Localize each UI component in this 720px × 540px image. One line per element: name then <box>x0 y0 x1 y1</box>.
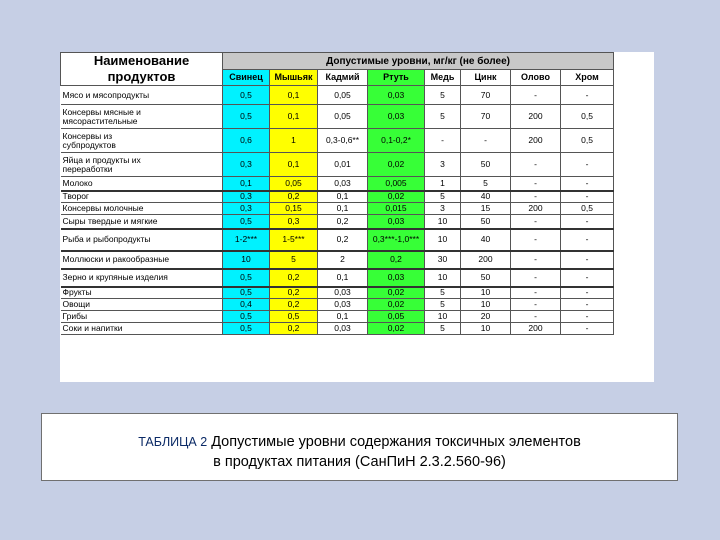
table-panel <box>60 52 654 382</box>
cell-copper: 3 <box>425 203 461 215</box>
table-row <box>61 311 614 323</box>
cell-arsenic: 0,2 <box>270 191 318 203</box>
cell-arsenic: 0,2 <box>270 269 318 287</box>
cell-mercury: 0,1-0,2* <box>368 129 425 153</box>
caption-line2: в продуктах питания (СанПиН 2.3.2.560-96) <box>213 454 506 470</box>
cell-zinc: 40 <box>461 191 511 203</box>
product-name <box>61 311 223 323</box>
cell-chromium: - <box>561 86 614 105</box>
cell-copper: 10 <box>425 311 461 323</box>
cell-copper: 5 <box>425 191 461 203</box>
cell-copper: 5 <box>425 105 461 129</box>
cell-arsenic: 5 <box>270 251 318 269</box>
caption-prefix: ТАБЛИЦА 2 <box>138 435 208 449</box>
product-name-line: Грибы <box>62 311 88 321</box>
cell-arsenic: 0,1 <box>270 153 318 177</box>
cell-cadmium: 0,2 <box>318 215 368 229</box>
table-row <box>61 323 614 335</box>
toxic-levels-table <box>60 52 614 335</box>
cell-chromium: 0,5 <box>561 203 614 215</box>
cell-lead: 10 <box>223 251 270 269</box>
cell-chromium: - <box>561 323 614 335</box>
cell-cadmium: 0,05 <box>318 86 368 105</box>
product-name-line: субпродуктов <box>62 139 116 150</box>
product-name-line: Творог <box>62 191 90 202</box>
product-name-line: Сыры твердые и мягкие <box>62 215 158 226</box>
product-name-line: Консервы мясные и <box>62 106 141 117</box>
cell-tin: - <box>511 299 561 311</box>
cell-copper: 5 <box>425 299 461 311</box>
header-group-row <box>61 53 614 70</box>
cell-mercury: 0,015 <box>368 203 425 215</box>
product-name-line: Соки и напитки <box>62 323 123 333</box>
table-row <box>61 129 614 153</box>
table-row <box>61 287 614 299</box>
table-row <box>61 177 614 191</box>
product-name-line: переработки <box>62 163 113 174</box>
table-row <box>61 191 614 203</box>
product-name <box>61 129 223 153</box>
cell-copper: 3 <box>425 153 461 177</box>
column-header-mercury: Ртуть <box>368 70 425 86</box>
cell-zinc: 20 <box>461 311 511 323</box>
product-name-line: Зерно и крупяные изделия <box>62 272 168 282</box>
cell-chromium: - <box>561 269 614 287</box>
cell-mercury: 0,05 <box>368 311 425 323</box>
cell-lead: 0,1 <box>223 177 270 191</box>
product-name <box>61 269 223 287</box>
column-header-lead: Свинец <box>223 70 270 86</box>
cell-mercury: 0,02 <box>368 191 425 203</box>
cell-lead: 0,5 <box>223 105 270 129</box>
cell-cadmium: 0,03 <box>318 287 368 299</box>
product-name <box>61 229 223 251</box>
table-row <box>61 229 614 251</box>
cell-zinc: 50 <box>461 215 511 229</box>
column-header-copper: Медь <box>425 70 461 86</box>
cell-cadmium: 2 <box>318 251 368 269</box>
cell-zinc: 10 <box>461 299 511 311</box>
product-name-line: Консервы из <box>62 130 113 141</box>
cell-copper: 10 <box>425 269 461 287</box>
cell-cadmium: 0,1 <box>318 269 368 287</box>
cell-cadmium: 0,3-0,6** <box>318 129 368 153</box>
cell-lead: 0,3 <box>223 191 270 203</box>
cell-copper: 10 <box>425 229 461 251</box>
cell-cadmium: 0,2 <box>318 229 368 251</box>
cell-lead: 0,5 <box>223 311 270 323</box>
cell-zinc: 40 <box>461 229 511 251</box>
column-header-zinc: Цинк <box>461 70 511 86</box>
product-name <box>61 203 223 215</box>
cell-tin: 200 <box>511 105 561 129</box>
cell-lead: 0,5 <box>223 86 270 105</box>
cell-tin: - <box>511 86 561 105</box>
product-name <box>61 191 223 203</box>
cell-copper: - <box>425 129 461 153</box>
product-name <box>61 105 223 129</box>
cell-mercury: 0,03 <box>368 105 425 129</box>
product-name <box>61 177 223 191</box>
cell-cadmium: 0,03 <box>318 299 368 311</box>
cell-zinc: 10 <box>461 287 511 299</box>
product-name <box>61 287 223 299</box>
cell-chromium: 0,5 <box>561 129 614 153</box>
table-row <box>61 251 614 269</box>
table-row <box>61 105 614 129</box>
cell-tin: - <box>511 269 561 287</box>
table-row <box>61 86 614 105</box>
cell-zinc: 70 <box>461 105 511 129</box>
cell-tin: 200 <box>511 129 561 153</box>
cell-cadmium: 0,01 <box>318 153 368 177</box>
cell-lead: 1-2*** <box>223 229 270 251</box>
cell-arsenic: 0,2 <box>270 323 318 335</box>
cell-zinc: 15 <box>461 203 511 215</box>
cell-lead: 0,5 <box>223 287 270 299</box>
cell-lead: 0,5 <box>223 269 270 287</box>
cell-copper: 5 <box>425 323 461 335</box>
cell-lead: 0,3 <box>223 153 270 177</box>
product-name <box>61 86 223 105</box>
cell-chromium: - <box>561 215 614 229</box>
cell-arsenic: 1 <box>270 129 318 153</box>
cell-arsenic: 0,15 <box>270 203 318 215</box>
cell-tin: - <box>511 177 561 191</box>
cell-arsenic: 0,1 <box>270 86 318 105</box>
product-name-line: Молоко <box>62 177 93 188</box>
cell-copper: 10 <box>425 215 461 229</box>
cell-arsenic: 0,05 <box>270 177 318 191</box>
table-row <box>61 269 614 287</box>
product-name-line: Фрукты <box>62 287 92 298</box>
cell-cadmium: 0,03 <box>318 323 368 335</box>
cell-arsenic: 1-5*** <box>270 229 318 251</box>
cell-zinc: 50 <box>461 269 511 287</box>
cell-arsenic: 0,3 <box>270 215 318 229</box>
cell-arsenic: 0,2 <box>270 299 318 311</box>
cell-lead: 0,4 <box>223 299 270 311</box>
cell-arsenic: 0,1 <box>270 105 318 129</box>
product-name-line: Рыба и рыбопродукты <box>62 234 151 244</box>
cell-chromium: - <box>561 191 614 203</box>
table-row <box>61 203 614 215</box>
product-name-header <box>61 53 223 86</box>
product-name-line: Яйца и продукты их <box>62 154 141 165</box>
table-row <box>61 299 614 311</box>
product-name <box>61 153 223 177</box>
cell-copper: 5 <box>425 287 461 299</box>
levels-group-header: Допустимые уровни, мг/кг (не более) <box>223 53 614 70</box>
cell-lead: 0,6 <box>223 129 270 153</box>
cell-arsenic: 0,2 <box>270 287 318 299</box>
product-name-line: Мясо и мясопродукты <box>62 89 150 100</box>
cell-copper: 1 <box>425 177 461 191</box>
table-row <box>61 215 614 229</box>
cell-copper: 5 <box>425 86 461 105</box>
caption-title: Допустимые уровни содержания токсичных элементов <box>211 434 581 450</box>
cell-mercury: 0,03 <box>368 86 425 105</box>
cell-mercury: 0,02 <box>368 323 425 335</box>
column-header-cadmium: Кадмий <box>318 70 368 86</box>
cell-lead: 0,3 <box>223 203 270 215</box>
cell-mercury: 0,03 <box>368 269 425 287</box>
cell-tin: - <box>511 215 561 229</box>
cell-tin: - <box>511 287 561 299</box>
cell-zinc: - <box>461 129 511 153</box>
cell-chromium: - <box>561 229 614 251</box>
product-name <box>61 215 223 229</box>
cell-chromium: - <box>561 287 614 299</box>
cell-cadmium: 0,1 <box>318 191 368 203</box>
product-name <box>61 299 223 311</box>
cell-zinc: 50 <box>461 153 511 177</box>
cell-chromium: - <box>561 177 614 191</box>
cell-mercury: 0,2 <box>368 251 425 269</box>
cell-tin: - <box>511 311 561 323</box>
cell-chromium: - <box>561 153 614 177</box>
cell-zinc: 70 <box>461 86 511 105</box>
cell-mercury: 0,03 <box>368 215 425 229</box>
cell-cadmium: 0,1 <box>318 311 368 323</box>
product-name-header-line2: продуктов <box>107 69 176 84</box>
product-name-line: Моллюски и ракообразные <box>62 254 170 264</box>
product-name-line: мясорастительные <box>62 115 138 126</box>
product-name-header-line1: Наименование <box>93 53 190 68</box>
product-name-line: Консервы молочные <box>62 203 144 213</box>
cell-tin: - <box>511 251 561 269</box>
cell-zinc: 200 <box>461 251 511 269</box>
cell-cadmium: 0,03 <box>318 177 368 191</box>
cell-tin: 200 <box>511 203 561 215</box>
cell-mercury: 0,005 <box>368 177 425 191</box>
product-name-line: Овощи <box>62 299 91 309</box>
product-name <box>61 323 223 335</box>
cell-copper: 30 <box>425 251 461 269</box>
column-header-chromium: Хром <box>561 70 614 86</box>
cell-lead: 0,5 <box>223 215 270 229</box>
cell-tin: - <box>511 229 561 251</box>
cell-chromium: - <box>561 251 614 269</box>
cell-mercury: 0,02 <box>368 299 425 311</box>
cell-zinc: 10 <box>461 323 511 335</box>
cell-tin: - <box>511 153 561 177</box>
caption-box <box>41 413 678 481</box>
cell-tin: 200 <box>511 323 561 335</box>
product-name <box>61 251 223 269</box>
cell-mercury: 0,3***-1,0*** <box>368 229 425 251</box>
cell-mercury: 0,02 <box>368 287 425 299</box>
table-body <box>61 86 614 335</box>
column-header-arsenic: Мышьяк <box>270 70 318 86</box>
cell-chromium: 0,5 <box>561 105 614 129</box>
cell-arsenic: 0,5 <box>270 311 318 323</box>
cell-lead: 0,5 <box>223 323 270 335</box>
cell-cadmium: 0,1 <box>318 203 368 215</box>
cell-cadmium: 0,05 <box>318 105 368 129</box>
cell-chromium: - <box>561 299 614 311</box>
table-row <box>61 153 614 177</box>
cell-mercury: 0,02 <box>368 153 425 177</box>
cell-chromium: - <box>561 311 614 323</box>
caption-line1 <box>42 432 677 452</box>
column-header-tin: Олово <box>511 70 561 86</box>
cell-tin: - <box>511 191 561 203</box>
cell-zinc: 5 <box>461 177 511 191</box>
